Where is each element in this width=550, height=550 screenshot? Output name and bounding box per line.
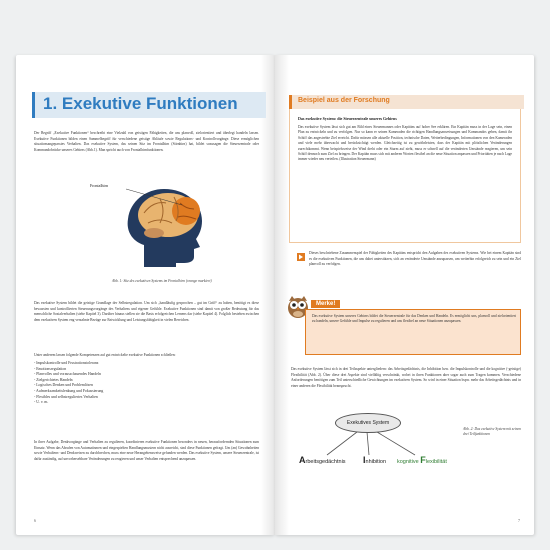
intro-paragraph: Der Begriff „Exekutive Funktionen“ beschreibt eine Vielzahl von geistigen Fähigkeiten, die uns planvoll, zielorientiert und überlegt handeln lassen. Exekutive Funktionen bilden einen Sammelbegriff für verschiedene geistige Abläufe sowie Regulations- und Kontrollvorgänge. Diese ermöglichen situationsangepasstes Verhalten. Das exekutive System, das seinen Sitz im Frontalhirn (Stirnhirn) hat, bildet sozusagen die Steuerzentrale oder Kommandobrücke unseres Gehirns (Abb.1). Man spricht auch von Frontalhirnfunktionen.	[34, 131, 259, 152]
executive-system-diagram	[297, 405, 527, 495]
list-item: - Aufmerksamkeitslenkung und Fokussierung	[34, 388, 104, 393]
list-item: - Planvolles und vorausschauendes Handeln	[34, 372, 101, 377]
list-item: - Zielgerichtetes Handeln	[34, 377, 73, 382]
merke-label: Merke!	[311, 300, 340, 308]
list-item: - Impulskontrolle und Frustrationstoleranz	[34, 361, 99, 365]
branch-initial: A	[299, 455, 306, 465]
frontalhirn-label: Frontalhirn	[90, 183, 108, 188]
arrow-right-icon	[297, 253, 305, 261]
arrow-paragraph: Dieses beschriebene Zusammenspiel der Fähigkeiten des Kapitäns entspricht den Aufgaben des exekutiven Systems. Wie bei einem Kapitän sind es die exekutiven Funktionen, die uns dabei unterstützen, sich an veränderte Umstände anzupassen, um weiterhin erfolgreich zu sein und ein Ziel planvoll zu verfolgen.	[309, 251, 521, 267]
branch-rest: lexibilität	[425, 459, 447, 465]
diagram-branch-flexibilitaet	[397, 455, 447, 465]
brain-illustration-icon	[104, 179, 234, 269]
branch-prefix: kognitive	[397, 459, 419, 465]
diagram-caption: Abb. 2: Das exekutive System mit seinen drei Teilfunktionen	[463, 427, 521, 436]
branch-rest: rbeitsgedächtnis	[305, 459, 346, 465]
branch-initial: F	[420, 455, 426, 465]
research-title: Beispiel aus der Forschung	[298, 97, 390, 104]
diagram-branch-inhibition	[363, 455, 386, 465]
list-intro: Unter anderem lassen folgende Kompetenzen auf gut entwickelte exekutive Funktionen schließen:	[34, 353, 176, 357]
page-number-right: 7	[518, 518, 520, 523]
research-body: Das exekutive System lässt sich gut am Bild eines Steuermannes oder Kapitäns auf hoher See erklären. Ein Kapitän muss in der Lage sein, einen Plan zu entwickeln und zu verfolgen. Nur so kann er seinen Kameraden die richtigen Handlungsanweisungen und Kommandos geben, damit ihr Schiff das angestrebte Ziel erreicht. Dafür müssen alle aktuelle Position, technische Daten, Wetterbedingungen, Informationen von den Kameraden und viele mehr überwacht und berücksichtigt werden. Gleichzeitig ist zu gewährleisten, dass der Kapitän mit plötzlichen Veränderungen zurechtkommt. Wenn beispielsweise der Wind dreht oder ein Sturm auf zieht, muss er schnell auf die veränderten Umstände reagieren, um sein Schiff dennoch zum Ziel zu bringen. Der Kapitän muss sich mit anderen Worten flexibel an die neue Situation anpassen und Prioritäten je nach Lage immer wieder neu verteilen. (Illustration Steuermann)	[298, 125, 512, 162]
merke-box	[305, 309, 521, 355]
list-item: - Emotionsregulation	[34, 366, 67, 371]
competency-list	[34, 361, 259, 406]
chapter-header	[32, 92, 266, 118]
research-heading: Das exekutive System: die Steuerzentrale unseres Gehirns	[298, 116, 397, 121]
branch-rest: nhibition	[365, 459, 387, 465]
paragraph-teilaspekte: Das exekutive System lässt sich in drei Teilaspekte untergliedern: das Arbeitsgedächtnis, die Inhibition bzw. die Impulskontrolle und die kognitive (-geistige) Flexibilität (Abb. 2). Über diese drei Aspekte sind vielfältig verschränkt, wobei in ihren Funktionen aber sogar auch zum Tragen kommen. Verschiedene Anforderungen benötigen zum Teil unterschiedliche Gewichtungen im exekutiven System. So wird in einer Situation bspw. mehr das Arbeitsgedächtnis und in einer anderen die Flexibilität beansprucht.	[291, 367, 521, 388]
research-box	[289, 109, 521, 243]
list-item: - Logisches Denken und Problemlösen	[34, 383, 93, 388]
gutter-shadow	[261, 55, 275, 535]
research-header	[289, 95, 524, 109]
figure-caption: Abb. 1: Sitz des exekutiven Systems im Frontalhirn (orange markiert)	[112, 279, 212, 283]
book-spread	[16, 55, 534, 535]
page-number-left: 6	[34, 518, 36, 523]
diagram-connectors	[297, 405, 527, 495]
branch-initial: I	[363, 455, 366, 465]
paragraph-neue-situationen: In ihrer Aufgabe, Denkvorgänge und Verhalten zu regulieren, koordinieren exekutive Funktionen besonders in neuen, herausfordernden Situationen zum Einsatz. Wenn das Abrufen von Automatismen und eingespielten Handlungsmustern nicht ausreicht, sind diese Funktionen gefragt. Um (an) Gewohnheiten sowie Verhaltens- und Denkweisen zu durchbrechen, muss eine neue Herangehensweise gefunden werden. Das exekutive System, unsere Steuerzentrale, ist dafür zuständig, auf unvorhersehbare Veränderungen zu reagieren und unser Verhalten entsprechend anzupassen.	[34, 440, 259, 461]
diagram-center-node: Exekutives System	[335, 413, 401, 433]
diagram-branch-arbeitsgedaechtnis	[299, 455, 346, 465]
list-item: - U. v. m.	[34, 400, 49, 405]
brain-figure	[90, 179, 234, 269]
chapter-title: 1. Exekutive Funktionen	[43, 94, 238, 113]
right-page	[275, 55, 534, 535]
list-item: - Flexibles und selbstreguliertes Verhalten	[34, 394, 98, 399]
left-page	[16, 55, 275, 535]
merke-text: Das exekutive System unseres Gehirns bildet die Steuerzentrale für das Denken und Handeln. Es ermöglicht uns, planvoll und zielorientiert zu handeln, unsere Gefühle und Impulse zu regulieren und uns flexibel an neue Situationen anzupassen.	[312, 314, 516, 324]
paragraph-selbstregulation: Das exekutive System bildet die geistige Grundlage der Selbstregulation. Um sich „handläufig gesprochen – gut im Griff“ zu haben, benötigt es diese bewussten und kontrollierten Steuerungsvorgänge des Verhaltens und eigener Gefühle. Exekutive Funktionen sind damit von großer Bedeutung für das menschliche Sozialverhalten (siehe Kapitel 3). Darüber hinaus stellen sie die Basis erfolgreichen Lernens dar (siehe Kapitel 4). Folglich bestehen zwischen dem exekutiven System eng verzahnte Bezüge zur Entwicklung und Leistungsfähigkeit in vielen Bereichen.	[34, 301, 259, 322]
